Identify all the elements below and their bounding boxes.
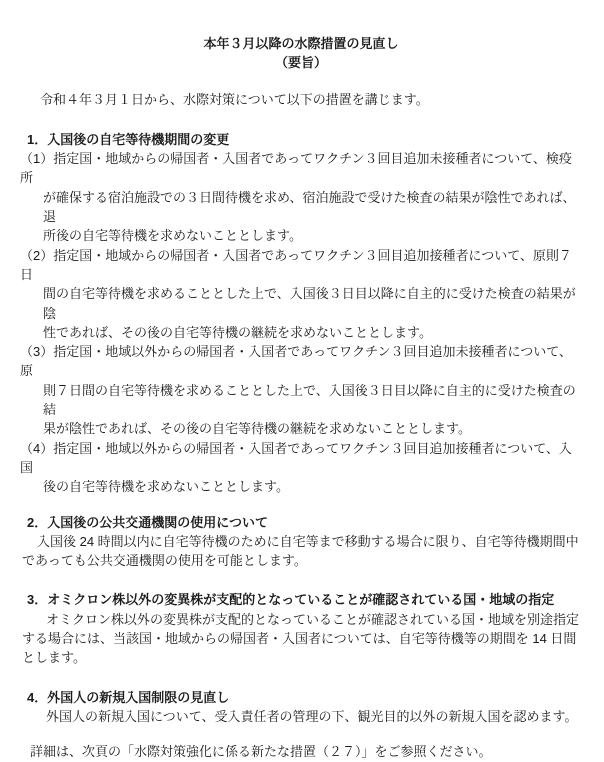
section-new-entry-restriction (20, 688, 582, 727)
item-line: 後の自宅等待機を求めないこととします。 (43, 479, 289, 495)
list-item-3 (20, 342, 582, 438)
list-item-2 (20, 246, 582, 342)
document-title: 本年３月以降の水際措置の見直し (203, 36, 399, 51)
body-line: オミクロン株以外の変異株が支配的となっていることが確認されている国・地域を別途指定 (46, 611, 580, 627)
body-line: 入国後 24 時間以内に自宅等待機のために自宅等まで移動する場合に限り、自宅等待機期間中 (37, 533, 579, 549)
item-line: （4）指定国・地域以外からの帰国者・入国者であってワクチン３回目追加接種者について、入国 (20, 440, 572, 475)
section-public-transport (20, 513, 582, 571)
body-line: する場合には、当該国・地域からの帰国者・入国者については、自宅等待機等の期間を 14 日間 (22, 631, 577, 647)
item-line: 性であれば、その後の自宅等待機の継続を求めないこととします。 (43, 324, 432, 340)
item-line: 所後の自宅等待機を求めないこととします。 (43, 228, 302, 244)
item-line: （3）指定国・地域以外からの帰国者・入国者であってワクチン３回目追加未接種者について、原 (20, 344, 572, 379)
section-variant-designation (20, 590, 582, 667)
list-item-4 (20, 439, 582, 497)
item-line: （2）指定国・地域からの帰国者・入国者であってワクチン３回目追加接種者について、原則７日 (20, 247, 572, 282)
item-line: が確保する宿泊施設での３日間待機を求め、宿泊施設で受けた検査の結果が陰性であれば、退 (43, 189, 576, 225)
body-line: 外国人の新規入国について、受入責任者の管理の下、観光目的以外の新規入国を認めます。 (46, 708, 578, 724)
document-subtitle: （要旨） (274, 55, 327, 71)
list-item-1 (20, 149, 582, 245)
section-home-quarantine (20, 130, 582, 497)
intro-paragraph: 令和４年３月１日から、水際対策について以下の措置を講じます。 (40, 91, 429, 107)
section-4-heading: 4．外国人の新規入国制限の見直し (27, 689, 230, 705)
item-line: 間の自宅等待機を求めることとした上で、入国後３日目以降に自主的に受けた検査の結果が陰 (43, 286, 576, 321)
item-line: 果が陰性であれば、その後の自宅等待機の継続を求めないこととします。 (43, 421, 471, 437)
section-3-heading: 3．オミクロン株以外の変異株が支配的となっていることが確認されている国・地域の指定 (27, 592, 555, 608)
section-1-heading: 1．入国後の自宅等待機期間の変更 (27, 131, 230, 147)
item-line: （1）指定国・地域からの帰国者・入国者であってワクチン３回目追加未接種者について、検疫所 (20, 151, 572, 186)
item-line: 則７日間の自宅等待機を求めることとした上で、入国後３日目以降に自主的に受けた検査の結 (43, 382, 576, 418)
body-line: であっても公共交通機関の使用を可能とします。 (22, 553, 307, 569)
section-2-heading: 2．入国後の公共交通機関の使用について (27, 514, 268, 530)
body-line: とします。 (22, 650, 86, 666)
footer-note: 詳細は、次頁の「水際対策強化に係る新たな措置（２７）」をご参照ください。 (30, 744, 492, 760)
